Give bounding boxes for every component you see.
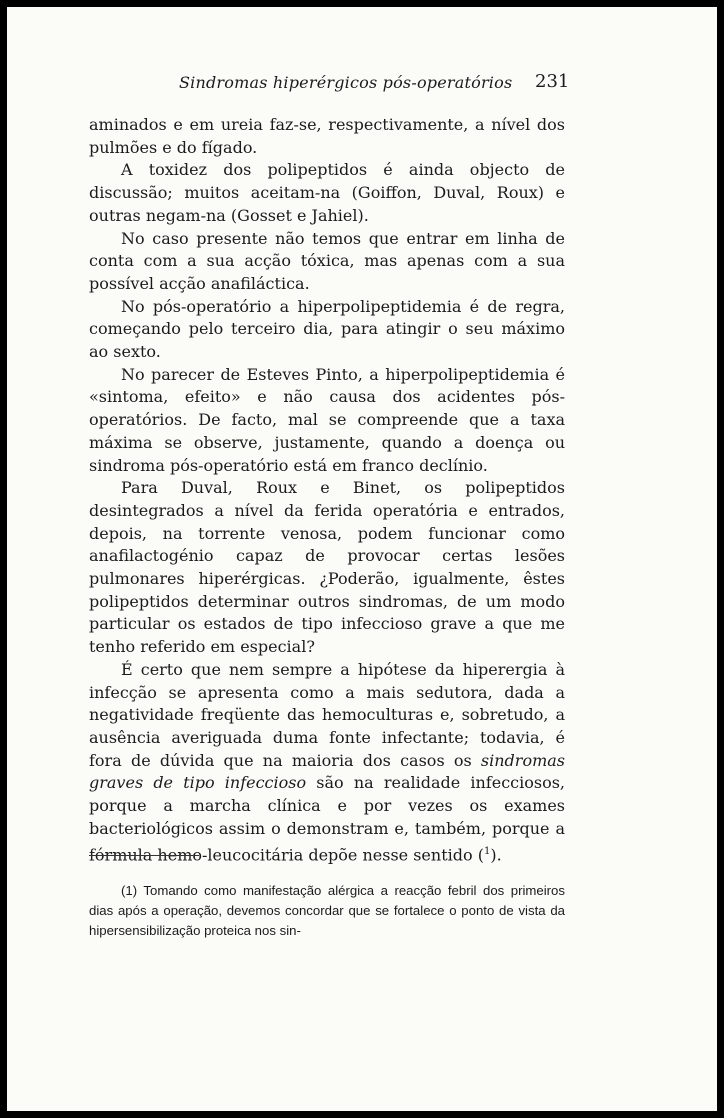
paragraph: A toxidez dos polipeptidos é ainda objecto de discussão; muitos aceitam-na (Goiffon, Duval, Roux) e outras negam-na (Gosset e Jahiel).	[89, 160, 565, 225]
footnote-marker: (1)	[121, 883, 138, 898]
paragraph	[89, 659, 565, 867]
paragraph: Para Duval, Roux e Binet, os polipeptidos desintegrados a nível da ferida operatória e entrados, depois, na torrente venosa, podem funcionar como anafilactogénio capaz de provocar certas lesões pulmonares hiperérgicas. ¿Poderão, igualmente, êstes polipeptidos determinar outros sindromas, de um modo particular os estados de tipo infeccioso grave a que me tenho referido em especial?	[89, 478, 565, 657]
running-header-title: Sindromas hiperérgicos pós-operatórios	[179, 73, 513, 92]
footnote-text: Tomando como manifestação alérgica a reacção febril dos primeiros dias após a operação, devemos concordar que se fortalece o ponto de vista da hipersensibilização proteica nos sin-	[89, 883, 565, 938]
paragraph: No parecer de Esteves Pinto, a hiperpolipeptidemia é «sintoma, efeito» e não causa dos acidentes pós-operatórios. De facto, mal se compreende que a taxa máxima se observe, justamente, quando a doença ou sindroma pós-operatório está em franco declínio.	[89, 364, 565, 475]
footnote-divider	[89, 855, 199, 856]
paragraph: aminados e em ureia faz-se, respectivamente, a nível dos pulmões e do fígado.	[89, 115, 565, 157]
paragraph: No caso presente não temos que entrar em linha de conta com a sua acção tóxica, mas apenas com a sua possível acção anafiláctica.	[89, 228, 565, 293]
footnote	[89, 881, 565, 941]
paragraph-text: É certo que nem sempre a hipótese da hiperergia à infecção se apresenta como a mais sedutora, dada a negatividade freqüente das hemoculturas e, sobretudo, a ausência averiguada duma fonte infectante; todavia, é fora de dúvida que na maioria dos casos os	[89, 659, 565, 770]
footnote-reference: 1	[483, 845, 491, 857]
paragraph-text: ).	[490, 844, 502, 864]
book-page	[7, 7, 717, 1111]
page-number: 231	[535, 71, 570, 92]
paragraph-text: são na realidade infecciosos, porque a marcha clínica e por vezes os exames bacteriológicos assim o demonstram e, também, porque a fórmula hemo-leucocitária depõe nesse sentido (	[89, 773, 565, 864]
italic-term: sindromas graves de tipo infeccioso	[89, 750, 565, 793]
paragraph: No pós-operatório a hiperpolipeptidemia é de regra, começando pelo terceiro dia, para atingir o seu máximo ao sexto.	[89, 296, 565, 362]
body-text	[89, 114, 565, 867]
